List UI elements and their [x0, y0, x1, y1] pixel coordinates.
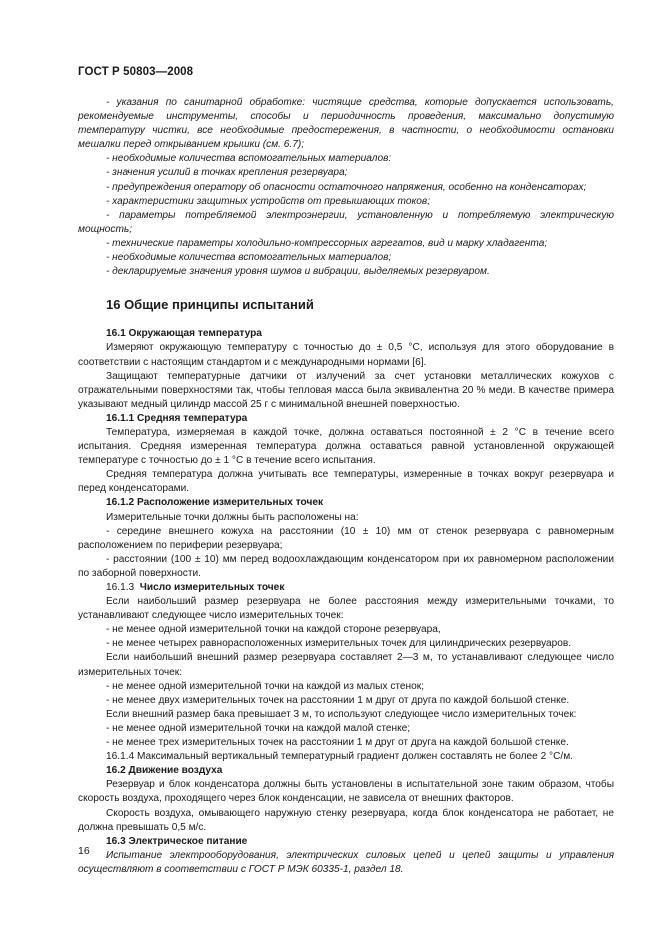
- subsection-number: 16.1.3: [106, 582, 135, 593]
- subsection-heading: 16.1.2 Расположение измерительных точек: [106, 497, 324, 509]
- section-heading: 16 Общие принципы испытаний: [106, 297, 314, 313]
- paragraph: - не менее четырех равнорасположенных измерительных точек для цилиндрических резервуаров.: [106, 638, 572, 650]
- list-item: - технические параметры холодильно-компрессорных агрегатов, вид и марку хладагента;: [106, 237, 548, 249]
- paragraph: Если наибольший внешний размер резервуара составляет 2—3 м, то устанавливают следующее число измерительных точек:: [78, 652, 614, 678]
- subsection-heading: 16.3 Электрическое питание: [106, 835, 248, 847]
- list-item: - характеристики защитных устройств от превышающих токов;: [106, 195, 431, 207]
- list-item: - необходимые количества вспомогательных материалов;: [106, 252, 392, 264]
- paragraph: Скорость воздуха, омывающего наружную стенку резервуара, когда блок конденсатора не работает, не должна превышать 0,5 м/с.: [78, 807, 614, 833]
- list-item: - предупреждения оператору об опасности остаточного напряжения, особенно на конденсаторах;: [106, 181, 587, 193]
- paragraph: - не менее одной измерительной точки на каждой малой стенке;: [106, 722, 411, 734]
- paragraph: - не менее трех измерительных точек на расстоянии 1 м друг от друга на каждой большой стенке.: [106, 737, 569, 749]
- page-content: [78, 96, 614, 877]
- paragraph: - расстоянии (100 ± 10) мм перед водоохлаждающим конденсатором при их равномерном расположении по заборной поверхности.: [78, 553, 614, 579]
- subsection-heading: 16.2 Движение воздуха: [106, 765, 223, 777]
- paragraph: Испытание электрооборудования, электрических силовых цепей и цепей защиты и управления осуществляют в соответствии с ГОСТ Р МЭК 60335-1, раздел 18.: [78, 849, 614, 875]
- paragraph: - середине внешнего кожуха на расстоянии (10 ± 10) мм от стенок резервуара с равномерным расположением по периферии резервуара;: [78, 525, 614, 551]
- paragraph: Резервуар и блок конденсатора должны быть установлены в испытательной зоне таким образом, чтобы скорость воздуха, проходящего через блок конденсации, не зависела от внешних факторов.: [78, 779, 614, 805]
- paragraph: Средняя температура должна учитывать все температуры, измеренные в точках вокруг резервуара и перед конденсаторами.: [78, 469, 614, 495]
- paragraph: - не менее одной измерительной точки на каждой из малых стенок;: [106, 680, 425, 692]
- paragraph: Если наибольший размер резервуара не более расстояния между измерительными точками, то устанавливают следующее число измерительных точек:: [78, 596, 614, 622]
- subsection-heading: [78, 581, 614, 595]
- list-item: - декларируемые значения уровня шумов и вибрации, выделяемых резервуаром.: [106, 266, 490, 278]
- list-item: - параметры потребляемой электроэнергии, установленную и потребляемую электрическую мощность;: [78, 209, 614, 235]
- paragraph: - не менее двух измерительных точек на расстоянии 1 м друг от друга по каждой большой стенке.: [106, 694, 570, 706]
- subsection-heading: 16.1.1 Средняя температура: [106, 412, 248, 424]
- subsection-heading: 16.1 Окружающая температура: [106, 328, 262, 340]
- paragraph: 16.1.4 Максимальный вертикальный температурный градиент должен составлять не более 2 °С/м.: [106, 751, 573, 763]
- paragraph: Измерительные точки должны быть расположены на:: [106, 511, 359, 523]
- paragraph: Защищают температурные датчики от излучений за счет установки металлических кожухов с отражательными поверхностями так, чтобы тепловая масса была эквивалентна 20 % меди. В качестве примера указывают медный цилиндр массой 25 г с минимальной внешней поверхностью.: [78, 370, 614, 410]
- paragraph: Измеряют окружающую температуру с точностью до ± 0,5 °С, используя для этого оборудование в соответствии с настоящим стандартом и с международными нормами [6].: [78, 342, 614, 368]
- document-header: ГОСТ Р 50803—2008: [78, 66, 194, 78]
- page-number: 16: [78, 845, 90, 857]
- list-item: - значения усилий в точках крепления резервуара;: [106, 167, 348, 179]
- paragraph: - не менее одной измерительной точки на каждой стороне резервуара,: [106, 624, 441, 636]
- subsection-title: Число измерительных точек: [139, 582, 285, 593]
- list-item: - необходимые количества вспомогательных материалов:: [106, 153, 392, 165]
- paragraph: Температура, измеряемая в каждой точке, должна оставаться постоянной ± 2 °С в течение всего испытания. Средняя измеренная температура должна оставаться равной установленной окружающей температуре с точностью до ± 1 °С в течение всего испытания.: [78, 426, 614, 467]
- list-item: - указания по санитарной обработке: чистящие средства, которые допускается использовать, рекомендуемые инструменты, способы и периодичность проведения, максимально допустимую температуру чистки, все необходимые предостережения, в частности, о необходимости остановки мешалки перед открыванием крышки (см. 6.7);: [78, 97, 614, 151]
- paragraph: Если внешний размер бака превышает 3 м, то используют следующее число измерительных точек:: [106, 708, 577, 720]
